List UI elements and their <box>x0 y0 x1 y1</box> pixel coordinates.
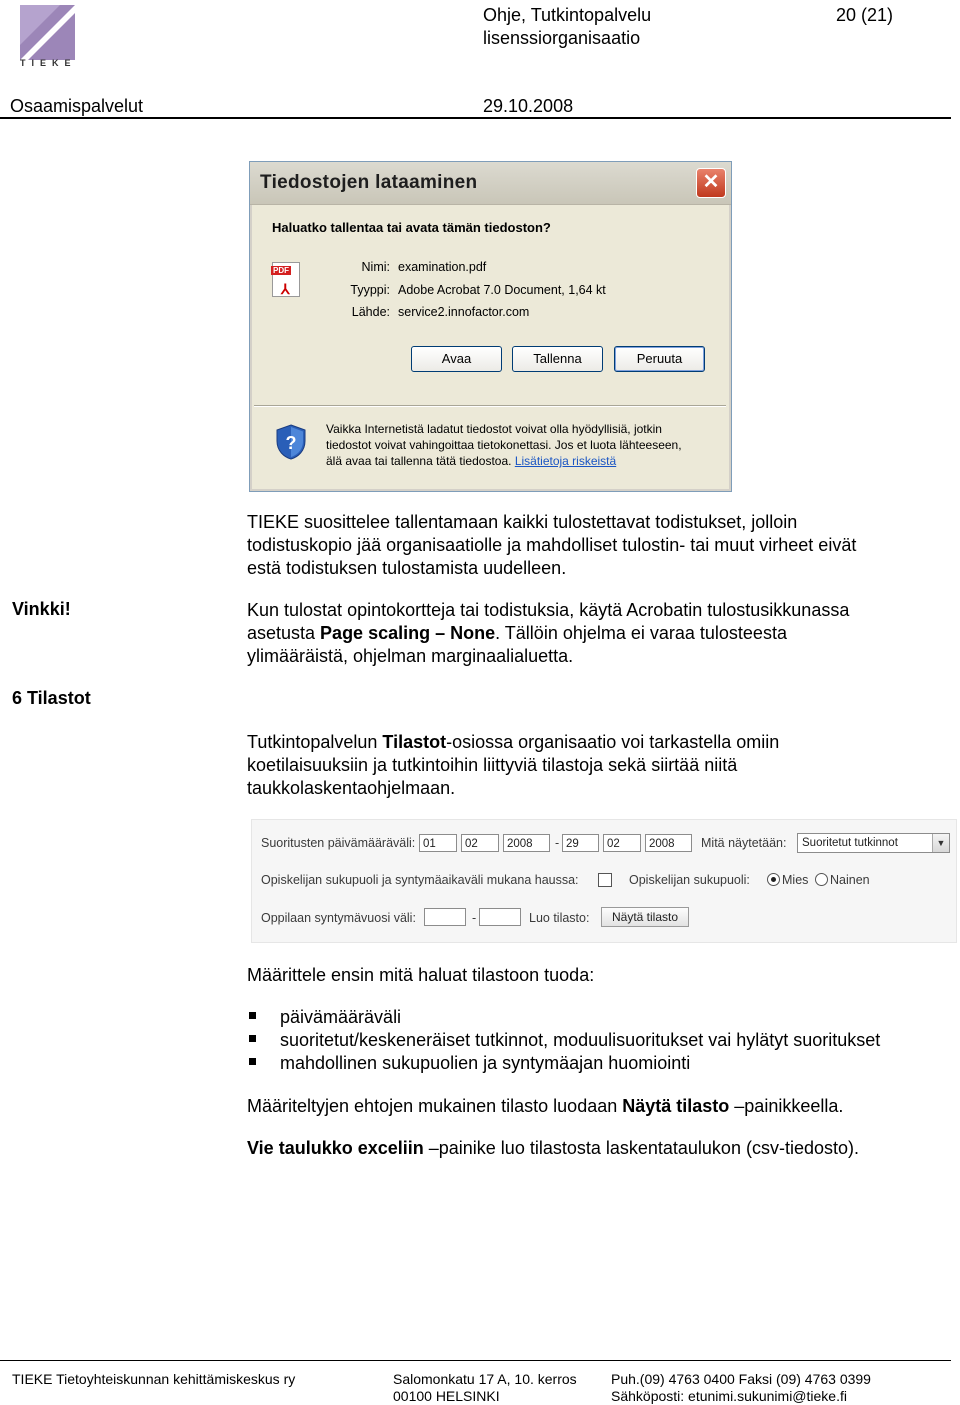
dialog-question: Haluatko tallentaa tai avata tämän tiedoston? <box>272 220 551 235</box>
tieke-logo <box>20 5 75 60</box>
tip-paragraph <box>247 599 849 668</box>
recommendation-paragraph <box>247 511 856 580</box>
para2-line1 <box>247 731 779 754</box>
document-title-line2: lisenssiorganisaatio <box>483 28 641 48</box>
date-range-label: Suoritusten päivämääräväli: <box>261 836 416 850</box>
para2-text: Tutkintopalvelun <box>247 732 383 752</box>
para3-button-name: Näytä tilasto <box>622 1096 730 1116</box>
name-value: examination.pdf <box>398 260 487 274</box>
tip-line1: Kun tulostat opintokortteja tai todistuksia, käytä Acrobatin tulostusikkunassa <box>247 600 850 620</box>
page-number: 20 (21) <box>836 5 894 25</box>
birth-year-to-input[interactable] <box>479 908 521 926</box>
para4-button-name: Vie taulukko exceliin <box>247 1138 424 1158</box>
tip-setting-value: None <box>450 623 496 643</box>
logo-graphic <box>20 5 75 60</box>
header-divider <box>0 117 951 119</box>
logo-text: TIEKE <box>20 58 77 68</box>
gender-age-label: Opiskelijan sukupuoli ja syntymäaikaväli mukana haussa: <box>261 873 579 887</box>
what-to-show-label: Mitä näytetään: <box>701 836 787 850</box>
document-date: 29.10.2008 <box>483 96 574 116</box>
svg-text:?: ? <box>285 433 297 453</box>
gender-male-radio[interactable] <box>767 873 780 886</box>
show-statistics-button[interactable]: Näytä tilasto <box>601 907 689 927</box>
document-title <box>483 4 651 50</box>
birth-year-from-input[interactable] <box>424 908 466 926</box>
pdf-tag: PDF <box>273 266 289 275</box>
dialog-separator <box>254 405 726 406</box>
start-month-input[interactable]: 02 <box>461 834 499 852</box>
section-heading: 6 Tilastot <box>12 688 91 708</box>
security-shield-icon <box>275 424 307 460</box>
para3-text-end: –painikkeella. <box>729 1096 844 1116</box>
footer-organization: TIEKE Tietoyhteiskunnan kehittämiskeskus ry <box>12 1371 296 1387</box>
bullet-marker <box>249 1058 256 1065</box>
risk-info-link[interactable]: Lisätietoja riskeistä <box>514 454 617 468</box>
gender-female-radio[interactable] <box>815 873 828 886</box>
list-item: suoritetut/keskeneräiset tutkinnot, moduulisuoritukset vai hylätyt suoritukset <box>280 1030 881 1050</box>
bullet-marker <box>249 1035 256 1042</box>
gender-female-label: Nainen <box>830 873 870 887</box>
dialog-warning <box>326 421 716 469</box>
source-value: service2.innofactor.com <box>398 305 530 319</box>
para1-line3: estä todistuksen tulostamista uudelleen. <box>247 558 567 578</box>
para2-text-end: -osiossa organisaatio voi tarkastella omiin <box>446 732 780 752</box>
footer-address <box>393 1371 577 1405</box>
dialog-title: Tiedostojen lataaminen <box>260 172 478 193</box>
warning-line3-text: älä avaa tai tallenna tätä tiedostoa. <box>326 454 512 468</box>
source-label: Lähde: <box>351 305 390 319</box>
tip-dash: – <box>430 623 451 643</box>
gender-label: Opiskelijan sukupuoli: <box>629 873 750 887</box>
chevron-down-icon[interactable]: ▼ <box>932 834 949 852</box>
birth-year-dash: - <box>472 911 477 925</box>
statistics-paragraph <box>247 731 779 800</box>
tip-setting-name: Page scaling <box>320 623 431 643</box>
tip-text: asetusta <box>247 623 321 643</box>
export-paragraph <box>247 1137 859 1160</box>
start-year-input[interactable]: 2008 <box>503 834 550 852</box>
footer-address-line1: Salomonkatu 17 A, 10. kerros <box>393 1371 577 1387</box>
start-day-input[interactable]: 01 <box>419 834 457 852</box>
end-month-input[interactable]: 02 <box>603 834 641 852</box>
save-button[interactable]: Tallenna <box>512 346 603 372</box>
document-title-line1: Ohje, Tutkintopalvelu <box>483 5 652 25</box>
footer-phone: Puh.(09) 4763 0400 Faksi (09) 4763 0399 <box>611 1371 871 1387</box>
para2-line2: koetilaisuuksiin ja tutkintoihin liittyviä tilastoja sekä siirtää niitä <box>247 755 738 775</box>
download-dialog <box>249 161 732 492</box>
warning-line3 <box>326 453 716 469</box>
para2-term: Tilastot <box>382 732 447 752</box>
list-item: päivämääräväli <box>280 1007 402 1027</box>
tip-label: Vinkki! <box>12 599 71 619</box>
list-item: mahdollinen sukupuolien ja syntymäajan huomiointi <box>280 1053 691 1073</box>
pdf-file-icon <box>272 262 300 297</box>
tip-text-end: . Tällöin ohjelma ei varaa tulosteesta <box>495 623 787 643</box>
footer-contact <box>611 1371 871 1405</box>
open-button[interactable]: Avaa <box>411 346 502 372</box>
para4-text: –painike luo tilastosta laskentataulukon (csv-tiedosto). <box>423 1138 859 1158</box>
date-dash: - <box>555 836 560 850</box>
gender-age-checkbox[interactable] <box>598 873 612 887</box>
cancel-button[interactable]: Peruuta <box>614 346 705 372</box>
gender-male-label: Mies <box>782 873 809 887</box>
footer-email: Sähköposti: etunimi.sukunimi@tieke.fi <box>611 1388 847 1404</box>
statistics-form <box>251 819 957 943</box>
show-stats-paragraph <box>247 1095 843 1118</box>
type-value: Adobe Acrobat 7.0 Document, 1,64 kt <box>398 283 606 297</box>
create-stats-label: Luo tilasto: <box>529 911 590 925</box>
warning-line2: tiedostot voivat vahingoittaa tietokonettasi. Jos et luota lähteeseen, <box>326 438 682 452</box>
footer-address-line2: 00100 HELSINKI <box>393 1388 500 1404</box>
bullet-marker <box>249 1012 256 1019</box>
what-to-show-value: Suoritetut tutkinnot <box>802 837 898 849</box>
adobe-glyph-icon: ⅄ <box>281 281 290 297</box>
department: Osaamispalvelut <box>10 96 144 116</box>
footer-divider <box>0 1360 951 1361</box>
warning-line1: Vaikka Internetistä ladatut tiedostot voivat olla hyödyllisiä, jotkin <box>326 422 662 436</box>
birth-year-label: Oppilaan syntymävuosi väli: <box>261 911 416 925</box>
what-to-show-select[interactable] <box>797 833 950 853</box>
tip-line2 <box>247 622 849 645</box>
para1-line1: TIEKE suosittelee tallentamaan kaikki tulostettavat todistukset, jolloin <box>247 512 798 532</box>
dialog-titlebar <box>250 162 731 205</box>
close-icon[interactable]: ✕ <box>696 168 726 198</box>
para1-line2: todistuskopio jää organisaatiolle ja mahdolliset tulostin- tai muut virheet eivät <box>247 535 857 555</box>
para2-line3: taukkolaskentaohjelmaan. <box>247 778 456 798</box>
name-label: Nimi: <box>361 260 390 274</box>
define-intro: Määrittele ensin mitä haluat tilastoon tuoda: <box>247 965 595 985</box>
end-day-input[interactable]: 29 <box>562 834 599 852</box>
end-year-input[interactable]: 2008 <box>645 834 692 852</box>
para3-text: Määriteltyjen ehtojen mukainen tilasto luodaan <box>247 1096 623 1116</box>
tip-line3: ylimääräistä, ohjelman marginaalialuetta. <box>247 646 574 666</box>
type-label: Tyyppi: <box>350 283 390 297</box>
